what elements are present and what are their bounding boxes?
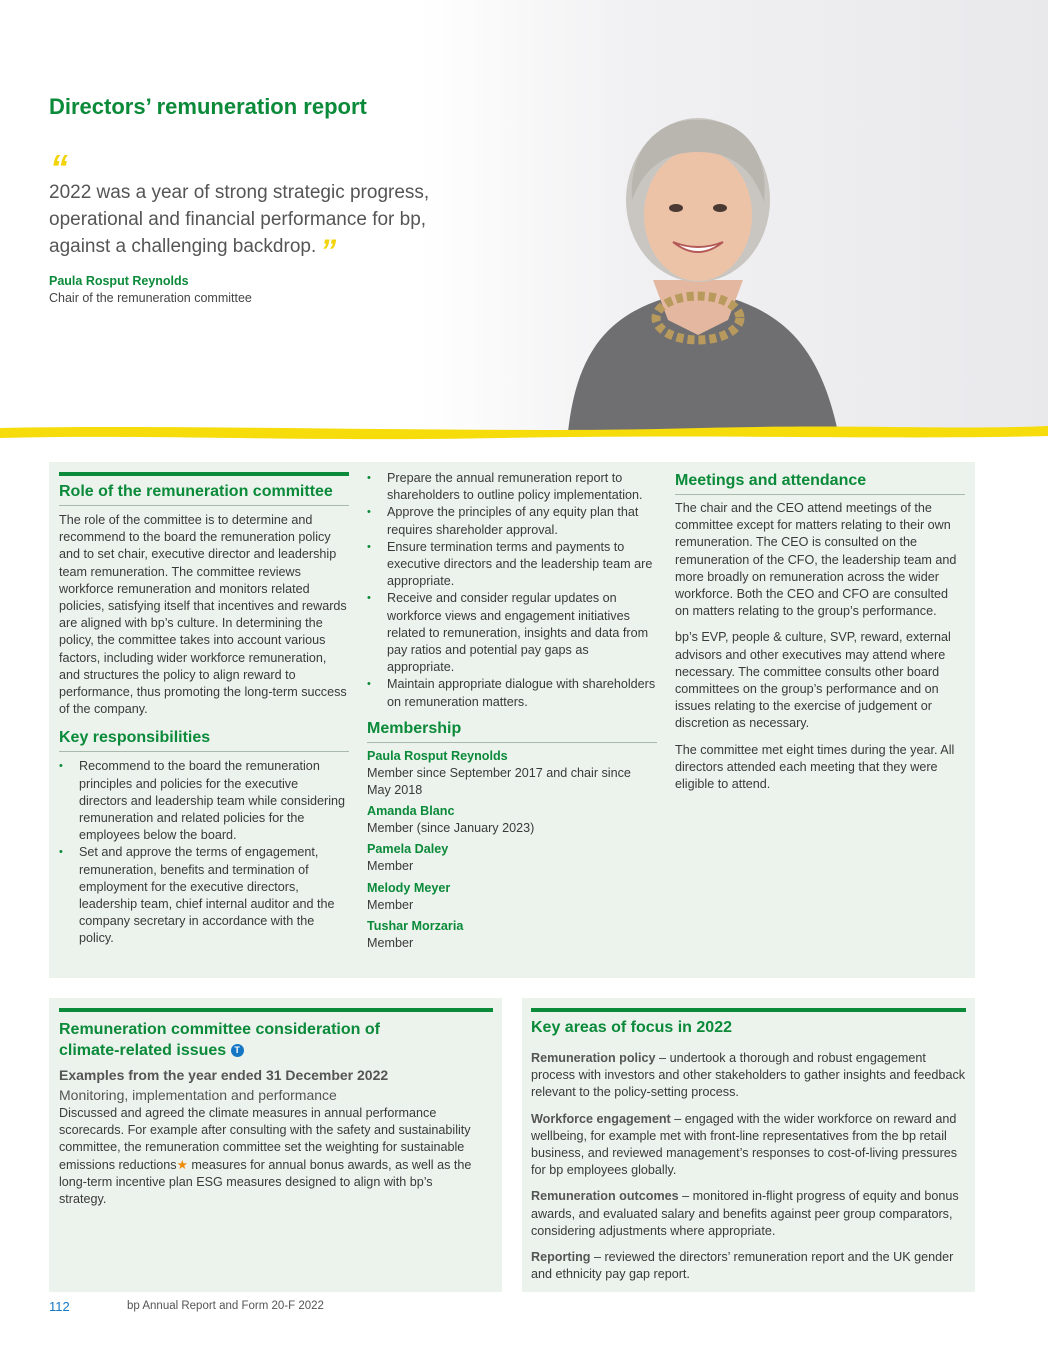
member-role: Member: [367, 935, 414, 950]
member-role: Member since September 2017 and chair since May 2018: [367, 765, 631, 798]
meetings-heading: Meetings and attendance: [675, 472, 965, 495]
role-heading: Role of the remuneration committee: [59, 476, 349, 506]
member-name: Tushar Morzaria: [367, 918, 464, 933]
publication-title: bp Annual Report and Form 20-F 2022: [127, 1300, 324, 1312]
close-quote-mark-icon: ”: [320, 233, 337, 269]
quote-author-role: Chair of the remuneration committee: [49, 291, 252, 305]
member-entry: [367, 880, 657, 914]
role-text: The role of the committee is to determine and recommend to the board the remuneration policy and to set chair, executive director and leadership team remuneration. The committee reviews workforce remuneration and monitors related policies, satisfying itself that incentives and rewards are aligned with bp’s culture. In determining the policy, the committee takes into account various factors, including wider workforce remuneration, and structures the policy to align reward to performance, thus promoting the long-term success of the company.: [59, 513, 347, 717]
chair-portrait-image: [548, 90, 848, 432]
focus-item-label: Reporting: [531, 1250, 591, 1265]
focus-item: [531, 1188, 966, 1240]
membership-list: [367, 748, 657, 952]
climate-subheading: Examples from the year ended 31 December 2022: [59, 1067, 389, 1083]
quote-author-name: Paula Rosput Reynolds: [49, 274, 189, 288]
list-item: • Maintain appropriate dialogue with shareholders on remuneration matters.: [367, 676, 657, 710]
member-entry: [367, 803, 657, 837]
member-name: Amanda Blanc: [367, 804, 455, 819]
member-role: Member: [367, 859, 414, 874]
list-item: • Approve the principles of any equity plan that requires shareholder approval.: [367, 504, 657, 538]
focus-item: [531, 1249, 966, 1283]
member-entry: [367, 841, 657, 875]
focus-item-label: Remuneration outcomes: [531, 1189, 679, 1204]
climate-subheading-2: Monitoring, implementation and performance: [59, 1087, 337, 1103]
member-role: Member: [367, 897, 414, 912]
member-name: Paula Rosput Reynolds: [367, 748, 508, 763]
column-role: [59, 472, 349, 948]
focus-item: [531, 1050, 966, 1102]
focus-item-text: – undertook a thorough and robust engagement process with investors and other stakeholders to gather insights and feedback relevant to the policy-setting process.: [531, 1051, 966, 1100]
member-name: Melody Meyer: [367, 880, 451, 895]
member-entry: [367, 748, 657, 799]
focus-item: [531, 1111, 966, 1180]
climate-heading-text: Remuneration committee consideration of climate-related issues: [59, 1021, 380, 1059]
climate-text-part1: Discussed and agreed the climate measures in annual performance scorecards. For example after consulting with the safety and sustainability committee, the remuneration committee set the weighting for sustainable emissions reductions: [59, 1106, 471, 1172]
member-role: Member (since January 2023): [367, 821, 535, 836]
meetings-paragraph: The committee met eight times during the year. All directors attended each meeting that they were eligible to attend.: [675, 742, 955, 792]
focus-list: [531, 1050, 966, 1283]
focus-heading: Key areas of focus in 2022: [531, 1019, 732, 1036]
responsibilities-heading: Key responsibilities: [59, 729, 349, 752]
page-number: 112: [49, 1299, 70, 1314]
focus-item-text: – monitored in-flight progress of equity and bonus awards, and evaluated salary and benefits against peer group comparators, considering adjustments where appropriate.: [531, 1189, 959, 1238]
pull-quote: [49, 179, 469, 267]
responsibilities-list-part1: [59, 758, 349, 947]
focus-item-text: – reviewed the directors’ remuneration report and the UK gender and ethnicity pay gap report.: [531, 1250, 954, 1282]
list-item: • Recommend to the board the remuneration principles and policies for the executive directors and leadership team while considering remuneration and related policies for the employees below the board.: [59, 758, 349, 844]
focus-section: [531, 1008, 966, 1292]
climate-section: [59, 1008, 493, 1208]
column-meetings: [675, 472, 965, 793]
column-responsibilities-membership: [367, 470, 657, 952]
assured-star-icon: ★: [176, 1157, 188, 1172]
meetings-paragraph: The chair and the CEO attend meetings of the committee except for matters relating to their own remuneration. The CEO is consulted on the remuneration of the CFO, the leadership team and more broadly on remuneration across the wider workforce. Both the CEO and CFO are consulted on matters relating to the group’s performance.: [675, 501, 957, 619]
responsibilities-list-part2: [367, 470, 657, 711]
page-title: Directors’ remuneration report: [49, 94, 367, 119]
open-quote-mark-icon: “: [50, 147, 68, 188]
list-item: • Ensure termination terms and payments to executive directors and the leadership team are appropriate.: [367, 539, 657, 591]
climate-text-part2: measures for annual bonus awards, as well as the long-term incentive plan ESG measures designed to align with bp’s strategy.: [59, 1157, 472, 1207]
member-entry: [367, 918, 657, 952]
focus-item-text: – engaged with the wider workforce on reward and wellbeing, for example met with front-line representatives from the bp retail business, and reviewed management’s responses to cost-of-living pressures for bp employees globally.: [531, 1111, 958, 1178]
membership-heading: Membership: [367, 720, 657, 743]
climate-text: [59, 1105, 479, 1208]
climate-heading: [59, 1012, 419, 1061]
meetings-paragraph: bp’s EVP, people & culture, SVP, reward, external advisors and other executives may attend where necessary. The committee consults other board committees on the group’s performance and on issues relating to the exercise of judgement or discretion as necessary.: [675, 630, 951, 731]
pull-quote-text: 2022 was a year of strong strategic progress, operational and financial performance for bp, against a challenging backdrop.: [49, 182, 430, 257]
brush-stroke-divider: [0, 420, 1048, 444]
list-item: • Receive and consider regular updates on workforce views and engagement initiatives related to remuneration, insights and data from pay ratios and potential pay gaps as appropriate.: [367, 590, 657, 676]
tcfd-badge-icon: T: [231, 1044, 244, 1057]
list-item: • Set and approve the terms of engagement, remuneration, benefits and termination of employment for the executive directors, leadership team, chief internal auditor and the company secretary in accordance with the policy.: [59, 844, 349, 947]
focus-item-label: Remuneration policy: [531, 1051, 656, 1065]
member-name: Pamela Daley: [367, 842, 449, 857]
focus-item-label: Workforce engagement: [531, 1111, 671, 1126]
list-item: • Prepare the annual remuneration report to shareholders to outline policy implementation.: [367, 470, 657, 504]
